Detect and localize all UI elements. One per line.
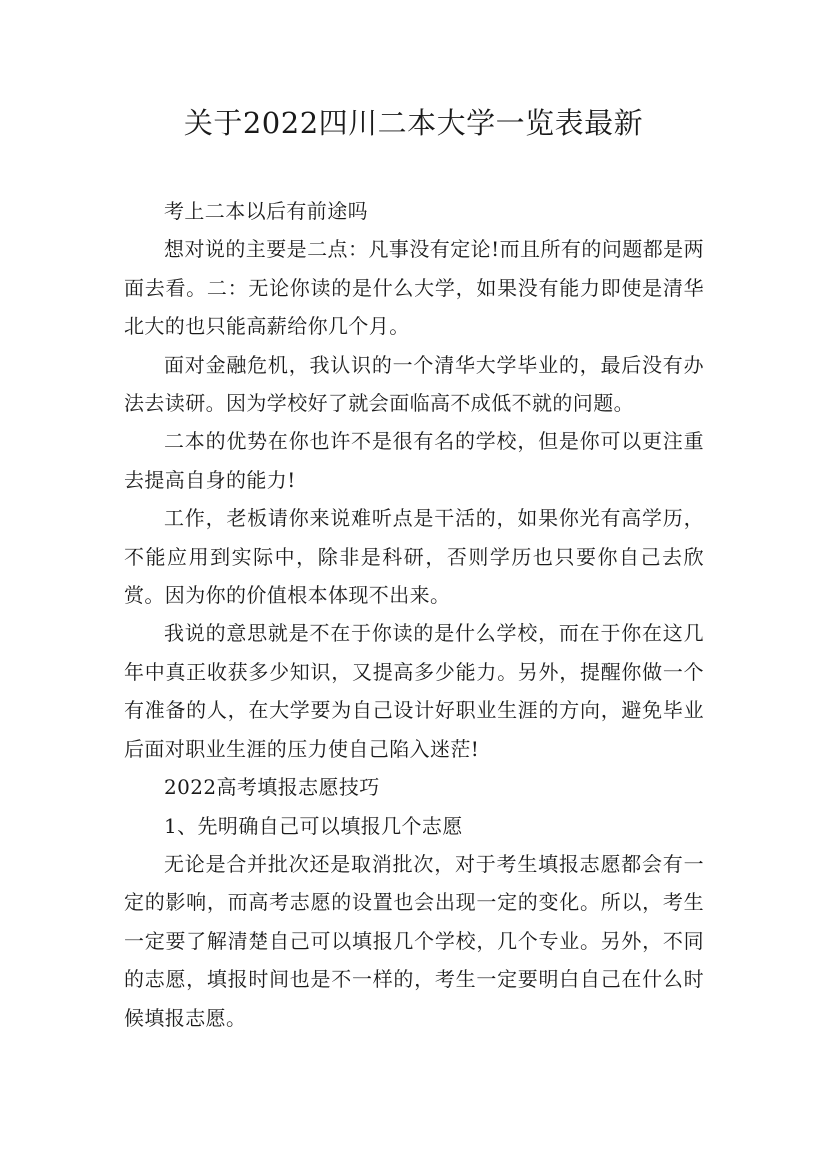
page-title: 关于2022四川二本大学一览表最新 xyxy=(183,106,644,140)
paragraph: 二本的优势在你也许不是很有名的学校，但是你可以更注重去提高自身的能力! xyxy=(124,429,704,492)
paragraph-question-heading: 考上二本以后有前途吗 xyxy=(164,199,368,223)
paragraph: 无论是合并批次还是取消批次，对于考生填报志愿都会有一定的影响，而高考志愿的设置也会出现一定的变化。所以，考生一定要了解清楚自己可以填报几个学校，几个专业。另外，不同的志愿，填报时间也是不一样的，考生一定要明白自己在什么时候填报志愿。 xyxy=(124,851,704,1030)
document-body xyxy=(124,192,704,1037)
paragraph: 工作，老板请你来说难听点是干活的，如果你光有高学历，不能应用到实际中，除非是科研，否则学历也只要你自己去欣赏。因为你的价值根本体现不出来。 xyxy=(124,506,704,608)
section-heading-tips: 2022高考填报志愿技巧 xyxy=(164,775,380,800)
paragraph: 想对说的主要是二点：凡事没有定论!而且所有的问题都是两面去看。二：无论你读的是什么大学，如果没有能力即使是清华北大的也只能高薪给你几个月。 xyxy=(124,237,704,339)
subsection-heading: 1、先明确自己可以填报几个志愿 xyxy=(164,813,463,838)
paragraph: 我说的意思就是不在于你读的是什么学校，而在于你在这几年中真正收获多少知识，又提高多少能力。另外，提醒你做一个有准备的人，在大学要为自己设计好职业生涯的方向，避免毕业后面对职业生涯的压力使自己陷入迷茫! xyxy=(124,621,704,761)
paragraph: 面对金融危机，我认识的一个清华大学毕业的，最后没有办法去读研。因为学校好了就会面临高不成低不就的问题。 xyxy=(124,352,704,416)
